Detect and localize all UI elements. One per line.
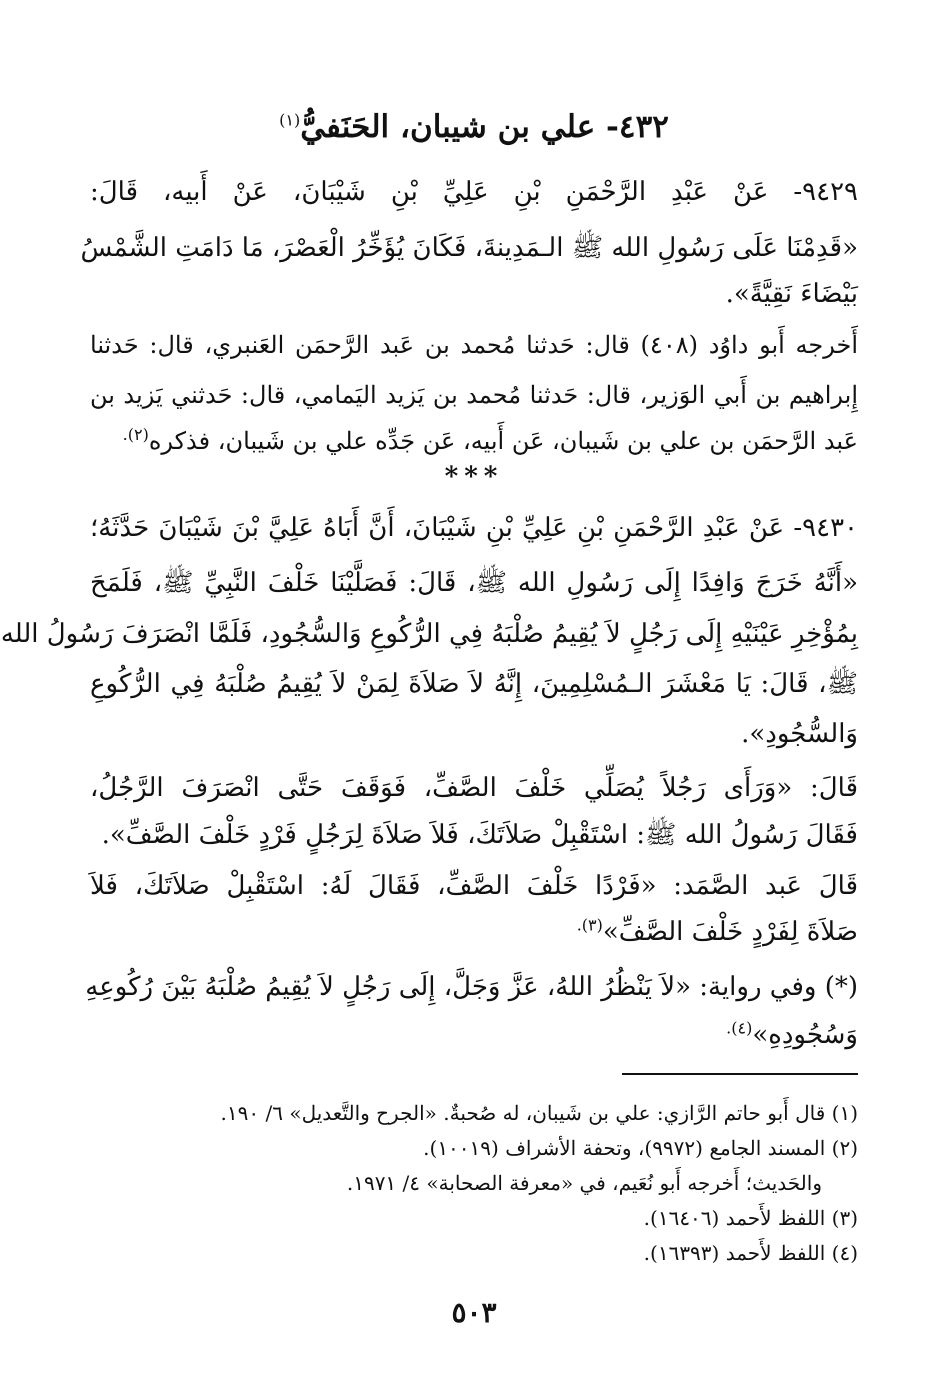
hadith-9430-line: ٩٤٣٠- عَنْ عَبْدِ الرَّحْمَنِ بْنِ عَلِيِّ بْنِ شَيْبَانَ، أَنَّ أَبَاهُ عَلِيَّ بْنَ شَيْبَانَ حَدَّثَهُ؛ <box>90 513 858 543</box>
section-separator: *** <box>444 462 504 492</box>
hadith-9429-line: «قَدِمْنَا عَلَى رَسُولِ الله ﷺ الـمَدِينةَ، فَكَانَ يُؤَخِّرُ الْعَصْرَ، مَا دَامَتِ الشَّمْسُ <box>80 233 858 263</box>
footnote-2: (٢) المسند الجامع (٩٩٧٢)، وتحفة الأشراف (١٠٠١٩). <box>423 1136 858 1160</box>
hadith-9430-para3-line: قَالَ عَبد الصَّمَد: «فَرْدًا خَلْفَ الصَّفِّ، فَقَالَ لَهُ: اسْتَقْبِلْ صَلاَتَكَ، فَلاَ <box>90 871 858 901</box>
footnote-1: (١) قال أَبو حاتم الرَّازي: علي بن شَيبان، له صُحبةٌ. «الجرح والتَّعديل» ٦/ ١٩٠. <box>220 1101 858 1125</box>
footnote-3: (٣) اللفظ لأَحمد (١٦٤٠٦). <box>643 1206 858 1230</box>
footnote-ref-4: (٤). <box>726 1018 753 1038</box>
hadith-9430-line: بِمُؤْخِرِ عَيْنَيْهِ إِلَى رَجُلٍ لاَ يُقِيمُ صُلْبَهُ فِي الرُّكُوعِ وَالسُّجُودِ، فَلَمَّا انْصَرَفَ رَسُولُ الله <box>0 619 858 649</box>
footnote-2-continued: والحَديث؛ أَخرجه أَبو نُعَيم، في «معرفة الصحابة» ٤/ ١٩٧١. <box>346 1171 822 1195</box>
para3-text: صَلاَةَ لِفَرْدٍ خَلْفَ الصَّفِّ» <box>602 917 858 947</box>
chapter-title: ٤٣٢- علي بن شيبان، الحَنَفيُّ <box>300 109 669 145</box>
hadith-9430-para2-line: قَالَ: «وَرَأَى رَجُلاً يُصَلِّي خَلْفَ الصَّفِّ، فَوَقَفَ حَتَّى انْصَرَفَ الرَّجُلُ، <box>90 773 858 803</box>
riwaya-line: (*) وفي رواية: «لاَ يَنْظُرُ اللهُ، عَزَّ وَجَلَّ، إِلَى رَجُلٍ لاَ يُقِيمُ صُلْبَهُ بَيْنَ رُكُوعِهِ <box>85 972 858 1002</box>
hadith-9430-line: وَالسُّجُودِ». <box>741 719 858 749</box>
page-number: ٥٠٣ <box>451 1296 497 1329</box>
hadith-9429-line: بَيْضَاءَ نَقِيَّةً». <box>725 279 858 309</box>
footnote-ref-3: (٣). <box>576 915 603 935</box>
footnote-ref-1: (١) <box>279 110 301 130</box>
footnote-4: (٤) اللفظ لأَحمد (١٦٣٩٣). <box>643 1241 858 1265</box>
footnote-ref-2: (٢). <box>122 425 149 444</box>
source-9429-line: إِبراهيم بن أَبي الوَزير، قال: حَدثنا مُحمد بن يَزيد اليَمامي، قال: حَدثني يَزيد بن <box>90 381 858 409</box>
riwaya-text: وَسُجُودِهِ» <box>752 1020 858 1050</box>
chapter-heading <box>90 104 858 150</box>
source-9429-text: عَبد الرَّحمَن بن علي بن شَيبان، عَن أَبيه، عَن جَدِّه علي بن شَيبان، فذكره <box>148 427 858 455</box>
source-9429-line <box>90 419 858 463</box>
footnote-divider <box>622 1073 858 1075</box>
source-9429-line: أَخرجه أَبو داوُد (٤٠٨) قال: حَدثنا مُحمد بن عَبد الرَّحمَن العَنبري، قال: حَدثنا <box>90 331 858 359</box>
hadith-9430-para2-line: فَقَالَ رَسُولُ الله ﷺ: اسْتَقْبِلْ صَلاَتَكَ، فَلاَ صَلاَةَ لِرَجُلٍ فَرْدٍ خَلْفَ الصَّفِّ». <box>101 820 858 850</box>
hadith-9430-para3-line <box>90 910 858 954</box>
hadith-9430-line: ﷺ، قَالَ: يَا مَعْشَرَ الـمُسْلِمِينَ، إِنَّهُ لاَ صَلاَةَ لِمَنْ لاَ يُقِيمُ صُلْبَهُ فِي الرُّكُوعِ <box>90 669 858 699</box>
hadith-9430-line: «أَنَّهُ خَرَجَ وَافِدًا إِلَى رَسُولِ الله ﷺ، قَالَ: فَصَلَّيْنَا خَلْفَ النَّبِيِّ ﷺ، فَلَمَحَ <box>90 568 858 598</box>
hadith-9429-line: ٩٤٢٩- عَنْ عَبْدِ الرَّحْمَنِ بْنِ عَلِيِّ بْنِ شَيْبَانَ، عَنْ أَبيه، قَالَ: <box>90 177 858 207</box>
riwaya-line <box>90 1013 858 1057</box>
